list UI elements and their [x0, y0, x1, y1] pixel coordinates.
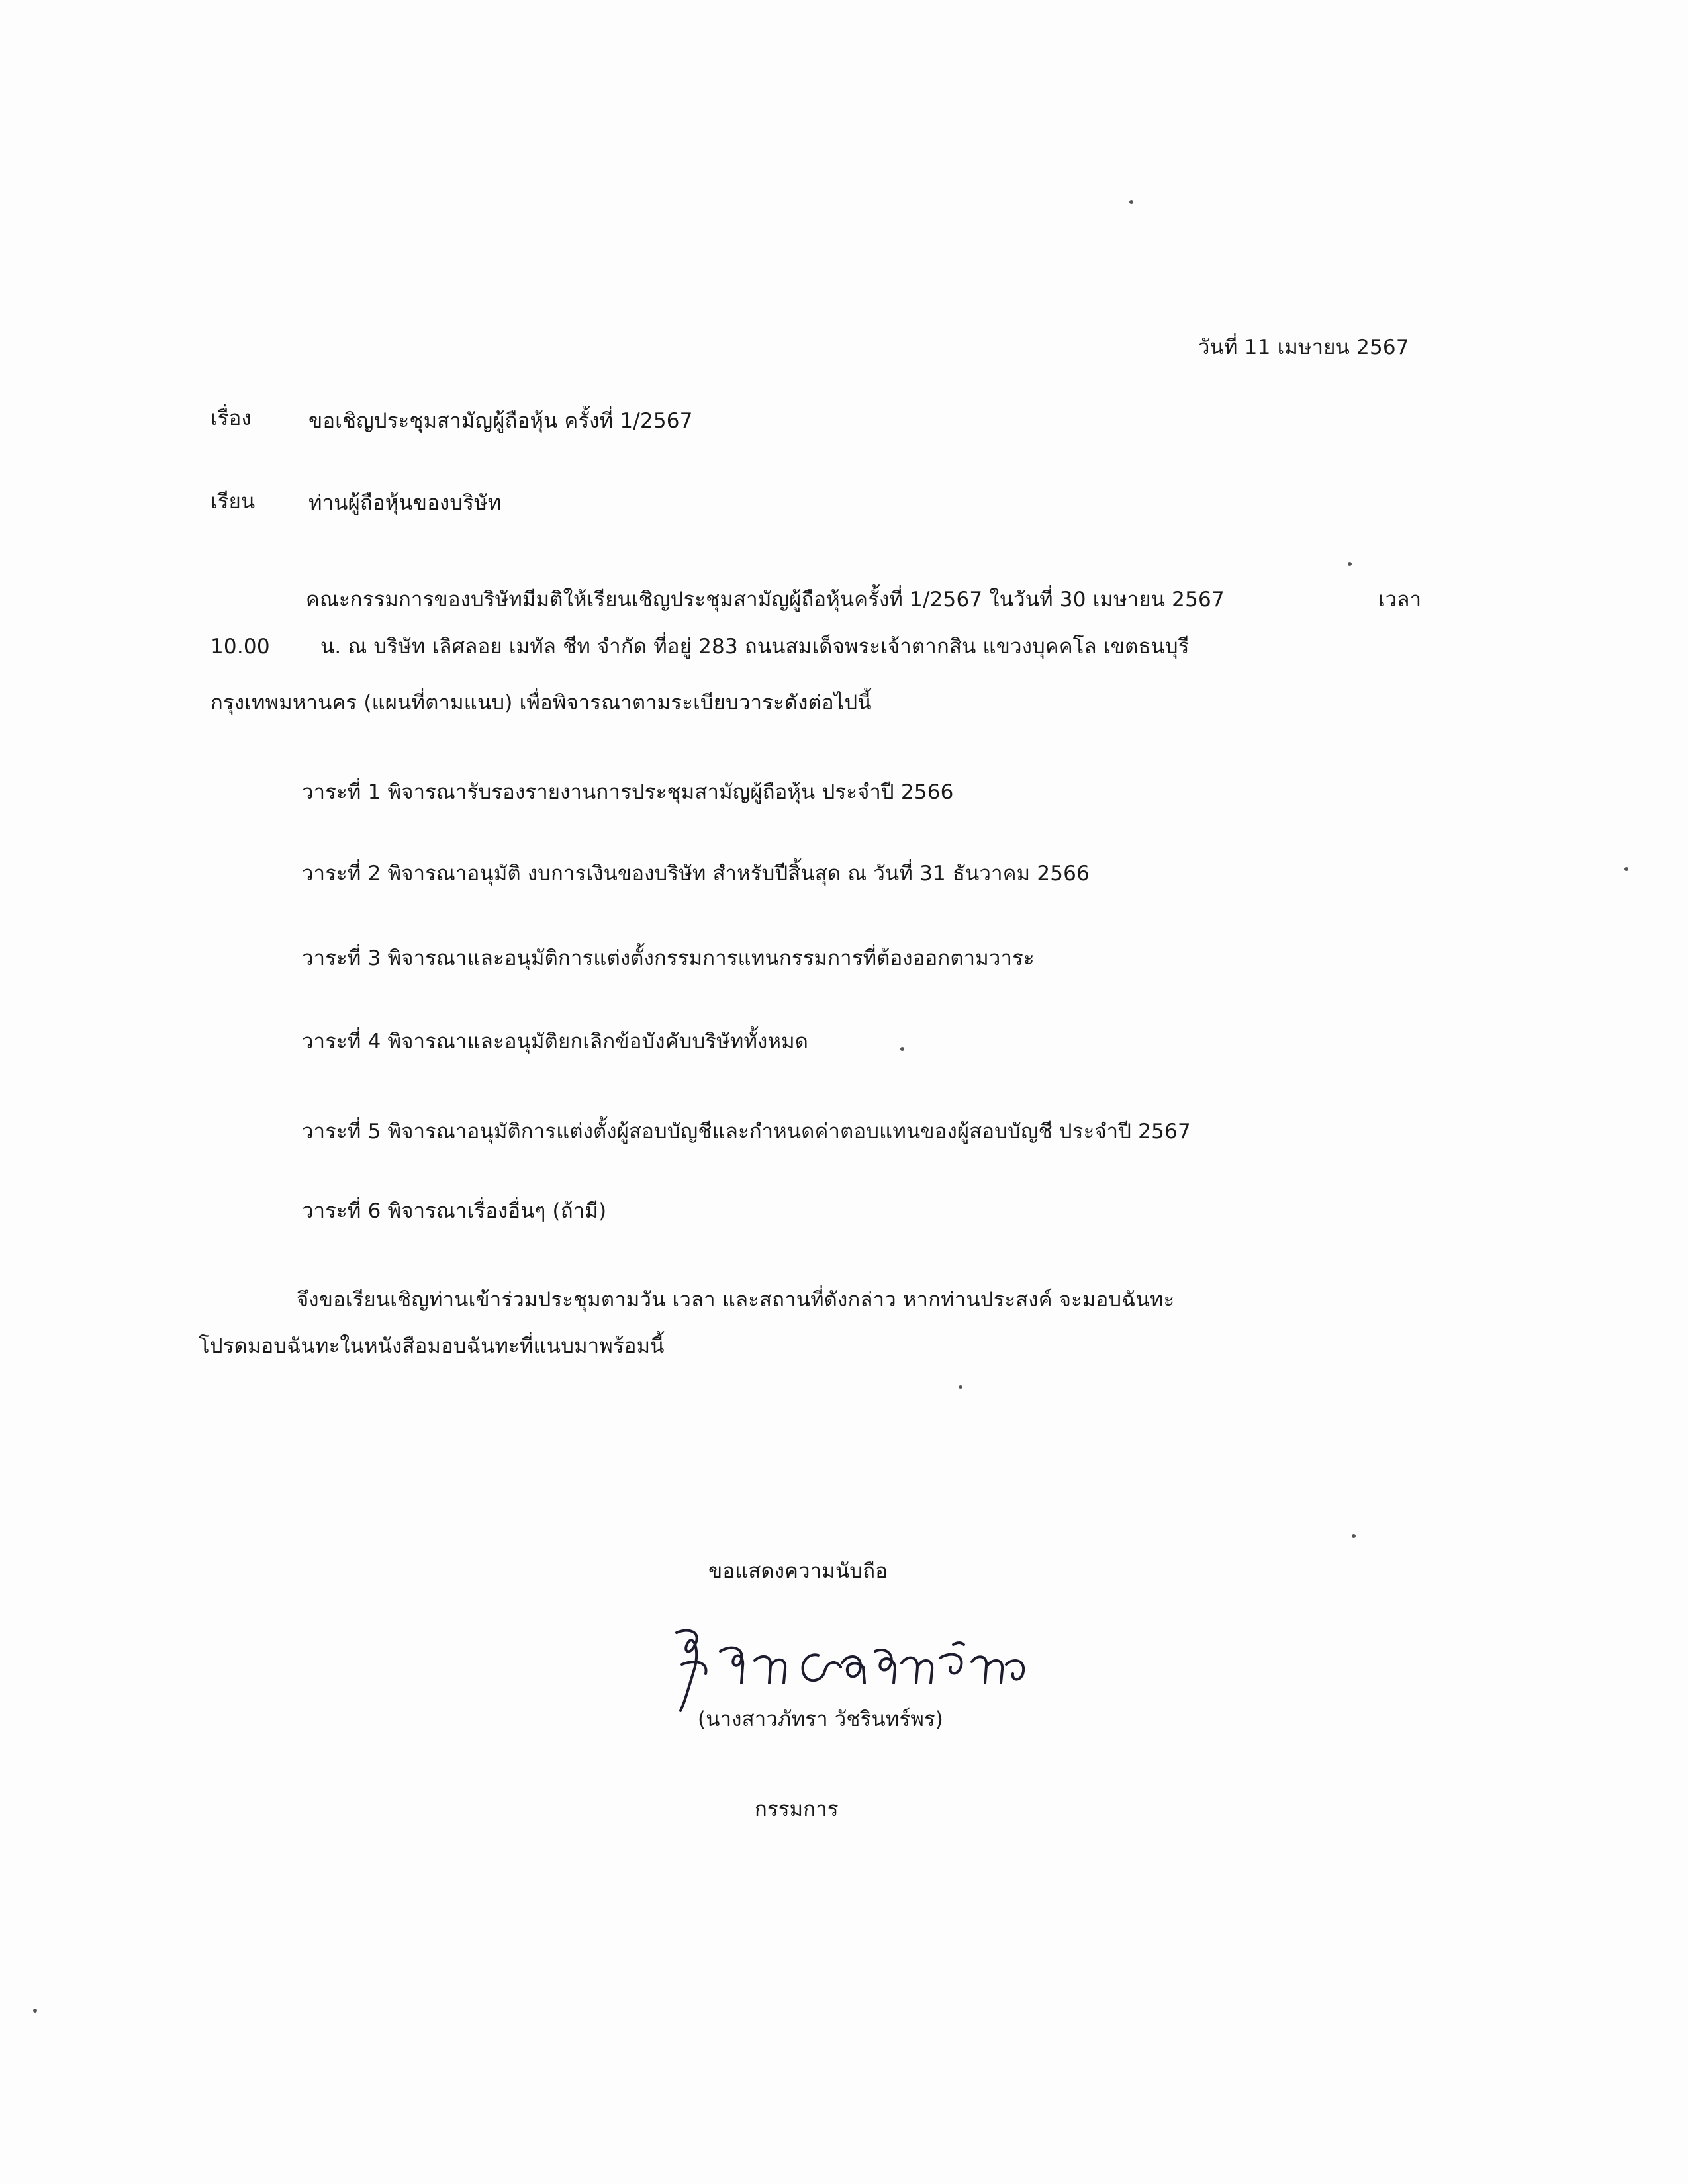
signatory-title: กรรมการ [755, 1797, 839, 1821]
scan-speck [900, 1047, 904, 1051]
scan-speck [1624, 867, 1628, 871]
intro-line-2-start: 10.00 [211, 635, 270, 659]
scan-speck [1129, 200, 1133, 204]
regards-text: ขอแสดงความนับถือ [708, 1559, 888, 1583]
agenda-item-3: วาระที่ 3 พิจารณาและอนุมัติการแต่งตั้งกรรมการแทนกรรมการที่ต้องออกตามวาระ [302, 946, 1035, 970]
closing-line-2: โปรดมอบฉันทะในหนังสือมอบฉันทะที่แนบมาพร้อมนี้ [199, 1334, 665, 1358]
agenda-item-6: วาระที่ 6 พิจารณาเรื่องอื่นๆ (ถ้ามี) [302, 1199, 607, 1223]
intro-line-1: คณะกรรมการของบริษัทมีมติให้เรียนเชิญประชุมสามัญผู้ถือหุ้นครั้งที่ 1/2567 ในวันที่ 30 เมษายน 2567 [306, 588, 1225, 612]
scan-speck [33, 2009, 37, 2013]
scan-speck [1348, 562, 1352, 566]
agenda-item-1: วาระที่ 1 พิจารณารับรองรายงานการประชุมสามัญผู้ถือหุ้น ประจำปี 2566 [302, 780, 954, 804]
signatory-name: (นางสาวภัทรา วัชรินทร์พร) [698, 1707, 944, 1731]
closing-line-1: จึงขอเรียนเชิญท่านเข้าร่วมประชุมตามวัน เวลา และสถานที่ดังกล่าว หากท่านประสงค์ จะมอบฉันทะ [297, 1288, 1175, 1312]
agenda-item-5: วาระที่ 5 พิจารณาอนุมัติการแต่งตั้งผู้สอบบัญชีและกำหนดค่าตอบแทนของผู้สอบบัญชี ประจำปี 2567 [302, 1120, 1191, 1144]
intro-line-1-end: เวลา [1378, 588, 1422, 612]
letter-date: วันที่ 11 เมษายน 2567 [1198, 336, 1409, 359]
agenda-item-2: วาระที่ 2 พิจารณาอนุมัติ งบการเงินของบริษัท สำหรับปีสิ้นสุด ณ วันที่ 31 ธันวาคม 2566 [302, 862, 1090, 886]
agenda-item-4: วาระที่ 4 พิจารณาและอนุมัติยกเลิกข้อบังคับบริษัททั้งหมด [302, 1030, 809, 1054]
intro-line-3: กรุงเทพมหานคร (แผนที่ตามแนบ) เพื่อพิจารณาตามระเบียบวาระดังต่อไปนี้ [211, 691, 872, 715]
subject-text: ขอเชิญประชุมสามัญผู้ถือหุ้น ครั้งที่ 1/2567 [308, 409, 693, 433]
scan-speck [1352, 1534, 1356, 1538]
subject-label: เรื่อง [211, 406, 252, 430]
recipient-text: ท่านผู้ถือหุ้นของบริษัท [308, 491, 502, 515]
intro-line-2: น. ณ บริษัท เลิศลอย เมทัล ชีท จำกัด ที่อยู่ 283 ถนนสมเด็จพระเจ้าตากสิน แขวงบุคคโล เขตธนบุรี [320, 635, 1190, 659]
recipient-label: เรียน [211, 490, 256, 514]
scan-speck [959, 1385, 962, 1389]
